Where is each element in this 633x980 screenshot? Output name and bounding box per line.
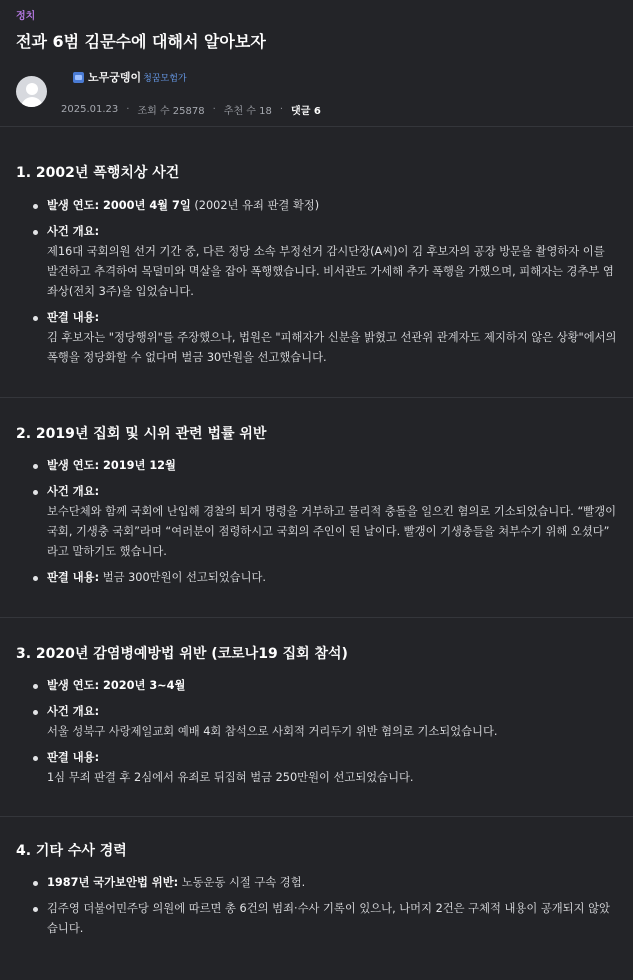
list-item xyxy=(47,456,617,476)
author-nickname[interactable]: 노무궁뎅이 xyxy=(88,71,142,84)
post-title: 전과 6범 김문수에 대해서 알아보자 xyxy=(16,32,266,51)
section-heading: 1. 2002년 폭행치상 사건 xyxy=(16,165,180,181)
section-list xyxy=(16,676,617,788)
item-label: 판결 내용: xyxy=(47,571,100,584)
item-label: 발생 연도: 2020년 3~4월 xyxy=(47,679,186,692)
item-label: 판결 내용: xyxy=(47,311,100,324)
view-count: 조회 수 25878 xyxy=(137,106,205,117)
item-text: (2002년 유죄 판결 확정) xyxy=(190,199,320,212)
post-header xyxy=(0,0,633,127)
list-item xyxy=(47,748,617,788)
list-item xyxy=(47,196,617,216)
author-info xyxy=(61,69,321,117)
section-2020-covid xyxy=(0,618,633,817)
list-item xyxy=(47,702,617,742)
meta-separator: · xyxy=(126,104,130,115)
item-label: 사건 개요: xyxy=(47,225,100,238)
item-text: 노동운동 시절 구속 경험. xyxy=(178,876,306,889)
item-text: 벌금 300만원이 선고되었습니다. xyxy=(99,571,266,584)
item-text: 보수단체와 함께 국회에 난입해 경찰의 퇴거 명령을 거부하고 물리적 충돌을 일으킨 혐의로 기소되었습니다. “빨갱이 국회, 기생충 국회”라며 “여러분이 점령하시고 국회의 주인이 된 날이다. 빨갱이 기생충들을 쳐부수기 위해 오셨다” 라고 말하기도 했습니다. xyxy=(47,505,617,558)
post-meta xyxy=(61,102,321,117)
section-heading: 3. 2020년 감염병예방법 위반 (코로나19 집회 참석) xyxy=(16,646,348,662)
list-item xyxy=(47,308,617,368)
item-label: 사건 개요: xyxy=(47,705,100,718)
recommend-count: 추천 수 18 xyxy=(223,106,272,117)
meta-separator: · xyxy=(212,104,216,115)
avatar[interactable] xyxy=(16,76,47,107)
list-item xyxy=(47,899,617,939)
author-badge: 청꿈모험가 xyxy=(143,73,187,84)
item-label: 발생 연도: 2019년 12월 xyxy=(47,459,176,472)
section-heading: 2. 2019년 집회 및 시위 관련 법률 위반 xyxy=(16,426,267,442)
section-2019-rally xyxy=(0,398,633,618)
post-date: 2025.01.23 xyxy=(61,104,119,115)
item-text: 서울 성북구 사랑제일교회 예배 4회 참석으로 사회적 거리두기 위반 혐의로 기소되었습니다. xyxy=(47,725,498,738)
author-name-line xyxy=(73,69,321,85)
level-badge-icon xyxy=(73,72,84,83)
list-item xyxy=(47,222,617,302)
list-item xyxy=(47,676,617,696)
post-category[interactable]: 정치 xyxy=(16,11,36,22)
list-item xyxy=(47,482,617,562)
section-other-records xyxy=(0,817,633,939)
comment-count-link[interactable]: 댓글 6 xyxy=(291,106,321,117)
section-2002-assault xyxy=(0,127,633,398)
section-list xyxy=(16,873,617,939)
item-text: 김 후보자는 "정당행위"를 주장했으나, 법원은 "피해자가 신분을 밝혔고 선관위 관계자도 제지하지 않은 상황"에서의 폭행을 정당화할 수 없다며 벌금 30만원을 선고했습니다. xyxy=(47,331,617,364)
list-item xyxy=(47,568,617,588)
item-text: 제16대 국회의원 선거 기간 중, 다른 정당 소속 부정선거 감시단장(A씨)이 김 후보자의 공장 방문을 촬영하자 이를 발견하고 추격하여 목덜미와 멱살을 잡아 폭행했습니다. 비서관도 가세해 추가 폭행을 가했으며, 피해자는 경추부 염좌상(전치 3주)을 입었습니다. xyxy=(47,245,614,298)
item-text: 김주영 더불어민주당 의원에 따르면 총 6건의 범죄·수사 기록이 있으나, 나머지 2건은 구체적 내용이 공개되지 않았습니다. xyxy=(47,902,610,935)
section-heading: 4. 기타 수사 경력 xyxy=(16,843,127,859)
item-label: 사건 개요: xyxy=(47,485,100,498)
item-label: 1987년 국가보안법 위반: xyxy=(47,876,179,889)
section-list xyxy=(16,196,617,368)
item-label: 발생 연도: 2000년 4월 7일 xyxy=(47,199,191,212)
item-text: 1심 무죄 판결 후 2심에서 유죄로 뒤집혀 벌금 250만원이 선고되었습니다. xyxy=(47,771,414,784)
meta-separator: · xyxy=(279,104,284,115)
section-list xyxy=(16,456,617,588)
author-row xyxy=(16,69,617,117)
item-label: 판결 내용: xyxy=(47,751,100,764)
list-item xyxy=(47,873,617,893)
